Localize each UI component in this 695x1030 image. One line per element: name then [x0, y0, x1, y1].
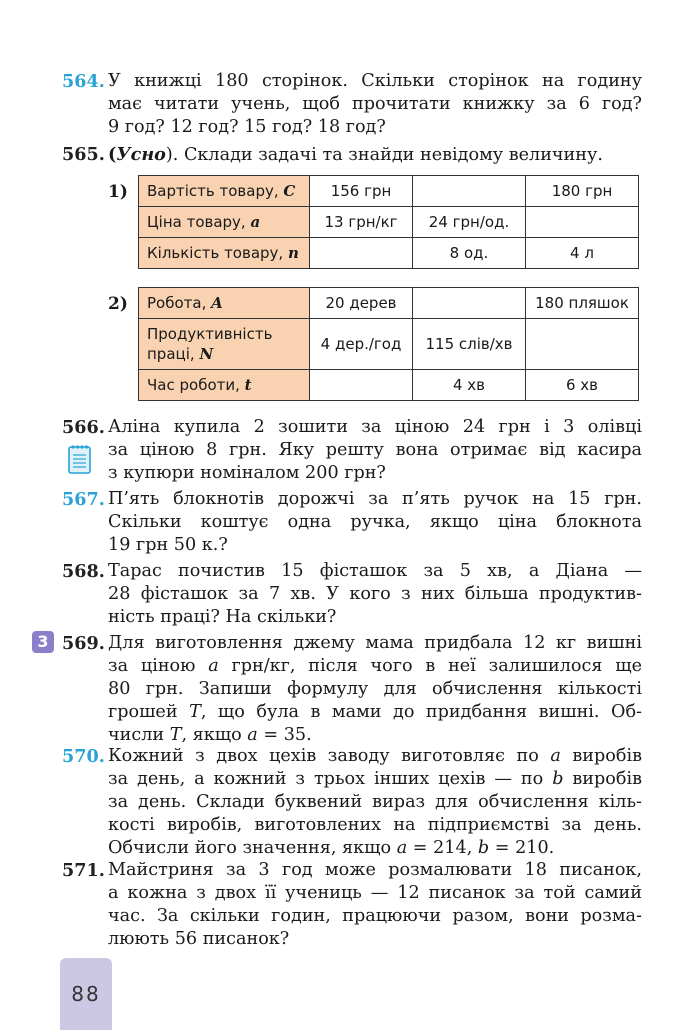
cell: 180 грн: [526, 176, 639, 207]
text-line: П’ять блокнотів дорожчі за п’ять ручок на 15 грн.: [108, 489, 642, 509]
text-line: Обчисли його значення, якщо a = 214, b = 210.: [108, 838, 555, 858]
text-line: 9 год? 12 год? 15 год? 18 год?: [108, 117, 386, 137]
text-line: ність праці? На скільки?: [108, 607, 337, 627]
cell: [413, 176, 526, 207]
table-2: [138, 287, 639, 401]
cell: [310, 370, 413, 401]
row-label: Час роботи, t: [139, 370, 310, 401]
table-row: [139, 238, 639, 269]
cell: 115 слів/хв: [413, 319, 526, 370]
text-line: [108, 143, 642, 167]
problem-567: [62, 488, 642, 557]
text-line: має читати учень, щоб прочитати книжку за 6 год?: [108, 94, 642, 114]
problem-566: [62, 416, 642, 485]
cell: 6 хв: [526, 370, 639, 401]
cell: [526, 207, 639, 238]
table-2-label: 2): [108, 294, 128, 314]
problem-565: [62, 143, 642, 167]
row-label: Кількість товару, n: [139, 238, 310, 269]
table-row: [139, 319, 639, 370]
cell: 8 од.: [413, 238, 526, 269]
table-row: [139, 207, 639, 238]
text-line: час. За скільки годин, працюючи разом, вони розма-: [108, 906, 642, 926]
problem-number: 569.: [62, 633, 105, 654]
cell: 13 грн/кг: [310, 207, 413, 238]
text-line: У книжці 180 сторінок. Скільки сторінок на годину: [108, 71, 642, 91]
cell: 4 дер./год: [310, 319, 413, 370]
problem-number: 568.: [62, 561, 105, 582]
text-line: Скільки коштує одна ручка, якщо ціна блокнота: [108, 512, 642, 532]
text-line: 80 грн. Запиши формулу для обчислення кількості: [108, 679, 642, 699]
problem-number: 571.: [62, 860, 105, 881]
text-line: грошей T, що була в мами до придбання вишні. Об-: [108, 702, 642, 722]
cell: [413, 288, 526, 319]
text-line: Кожний з двох цехів заводу виготовляє по a виробів: [108, 746, 643, 766]
problem-571: [62, 859, 642, 951]
level-3-badge: 3: [32, 631, 54, 653]
problem-564: [62, 70, 642, 139]
problem-568: [62, 560, 642, 629]
text-line: 28 фісташок за 7 хв. У кого з них більша продуктив-: [108, 584, 642, 604]
table-row: [139, 370, 639, 401]
row-label: Робота, A: [139, 288, 310, 319]
text-line: Майстриня за 3 год може розмалювати 18 писанок,: [108, 860, 642, 880]
problem-number: 567.: [62, 489, 105, 510]
cell: [526, 319, 639, 370]
page-number: 88: [71, 982, 101, 1006]
problem-number: 564.: [62, 71, 105, 92]
text-line: люють 56 писанок?: [108, 929, 290, 949]
text-line: Тарас почистив 15 фісташок за 5 хв, а Діана —: [108, 561, 642, 581]
problem-569: [62, 632, 642, 747]
cell: 24 грн/од.: [413, 207, 526, 238]
cell: 4 л: [526, 238, 639, 269]
table-1-label: 1): [108, 182, 128, 202]
text-line: за день, а кожний з трьох інших цехів — по b виробів: [108, 769, 643, 789]
problem-number: 570.: [62, 746, 105, 767]
text-line: Для виготовлення джему мама придбала 12 кг вишні: [108, 633, 642, 653]
table-row: [139, 288, 639, 319]
oral-label: Усно: [116, 144, 166, 165]
row-label: Вартість товару, C: [139, 176, 310, 207]
paren: (: [108, 144, 117, 165]
row-label: Продуктивність праці, N: [139, 319, 310, 370]
cell: [310, 238, 413, 269]
notebook-icon: [66, 444, 93, 474]
text-line: 19 грн 50 к.?: [108, 535, 228, 555]
text-line: за ціною 8 грн. Яку решту вона отримає від касира: [108, 440, 642, 460]
cell: 4 хв: [413, 370, 526, 401]
text-line: з купюри номіналом 200 грн?: [108, 463, 386, 483]
table-1: [138, 175, 639, 269]
text-line: за ціною a грн/кг, після чого в неї залишилося ще: [108, 656, 642, 676]
problem-number: 566.: [62, 417, 105, 438]
page-number-tab: [60, 958, 112, 1030]
text-line: кості виробів, виготовлених на підприємстві за день.: [108, 815, 642, 835]
text-line: за день. Склади буквений вираз для обчислення кіль-: [108, 792, 642, 812]
problem-570: [62, 745, 642, 860]
cell: 20 дерев: [310, 288, 413, 319]
row-label: Ціна товару, a: [139, 207, 310, 238]
task-text: ). Склади задачі та знайди невідому величину.: [165, 145, 603, 165]
text-line: а кожна з двох її учениць — 12 писанок за той самий: [108, 883, 642, 903]
cell: 156 грн: [310, 176, 413, 207]
problem-number: 565.: [62, 144, 105, 165]
table-row: [139, 176, 639, 207]
text-line: Аліна купила 2 зошити за ціною 24 грн і 3 олівці: [108, 417, 642, 437]
text-line: числи T, якщо a = 35.: [108, 725, 312, 745]
cell: 180 пляшок: [526, 288, 639, 319]
